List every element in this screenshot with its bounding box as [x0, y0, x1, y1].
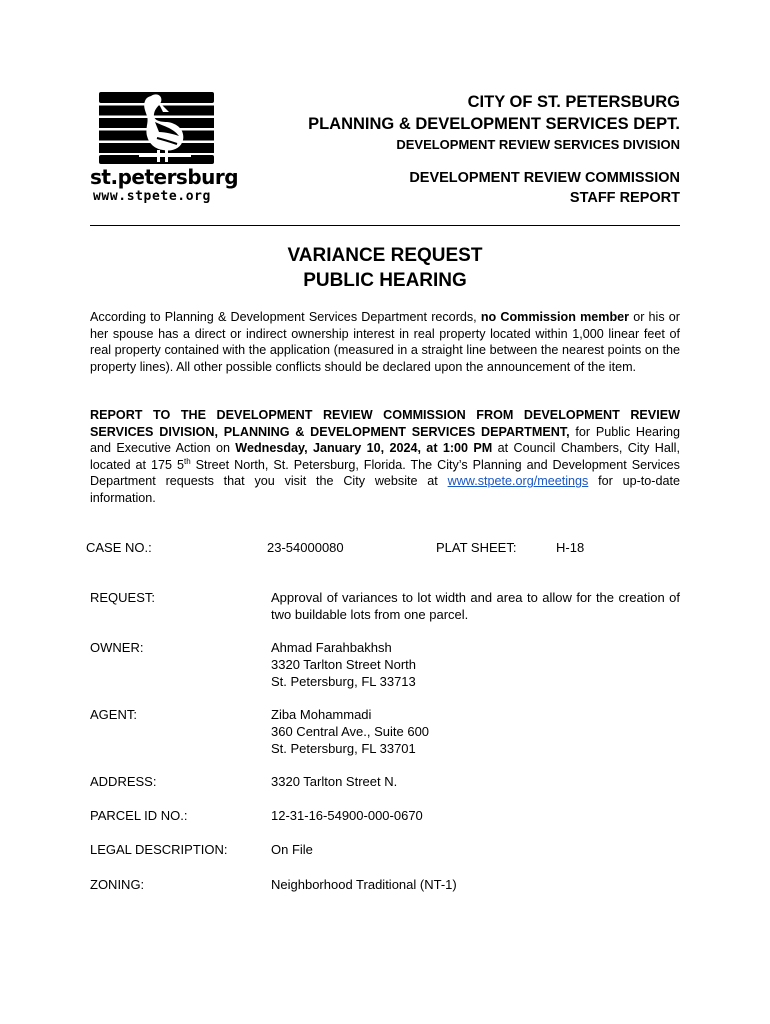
header-city: CITY OF ST. PETERSBURG — [467, 93, 680, 111]
header-divider — [90, 225, 680, 226]
pelican-logo-icon — [99, 92, 214, 164]
agent-street: 360 Central Ave., Suite 600 — [271, 724, 430, 739]
address-label: ADDRESS: — [90, 774, 157, 789]
report-text-1: for Public Hearing and Executive Action on — [90, 424, 680, 456]
report-text-3: Street North, St. Petersburg, Florida. The City’s Planning and Development Services Department requests that you visit the City website at — [90, 457, 680, 489]
header-division: DEVELOPMENT REVIEW SERVICES DIVISION — [396, 137, 680, 152]
logo-url: www.stpete.org — [93, 189, 211, 204]
zoning-label: ZONING: — [90, 877, 145, 892]
owner-street: 3320 Tarlton Street North — [271, 657, 417, 672]
agent-name: Ziba Mohammadi — [271, 707, 372, 722]
hearing-notice-paragraph — [90, 407, 680, 507]
owner-name: Ahmad Farahbakhsh — [271, 640, 392, 655]
report-text-4: for up-to-date information. — [90, 474, 680, 505]
legal-description-label: LEGAL DESCRIPTION: — [90, 842, 228, 857]
request-value: Approval of variances to lot width and area to allow for the creation of two buildable lots from one parcel. — [271, 590, 680, 622]
plat-sheet-label: PLAT SHEET: — [436, 540, 517, 555]
address-value: 3320 Tarlton Street N. — [271, 774, 398, 789]
page-title-line1: VARIANCE REQUEST — [287, 245, 483, 266]
report-text-2: at Council Chambers, City Hall, located at 175 5 — [90, 441, 680, 472]
logo-wordmark: st.petersburg — [90, 165, 239, 189]
case-number-value: 23-54000080 — [267, 540, 344, 555]
hearing-date: Wednesday, January 10, 2024, at 1:00 PM — [235, 441, 493, 456]
owner-city: St. Petersburg, FL 33713 — [271, 674, 416, 689]
zoning-value: Neighborhood Traditional (NT-1) — [271, 877, 457, 892]
parcel-id-label: PARCEL ID NO.: — [90, 808, 188, 823]
report-heading-bold: REPORT TO THE DEVELOPMENT REVIEW COMMISSION FROM DEVELOPMENT REVIEW SERVICES DIVISION, PLANNING & DEVELOPMENT SERVICES DEPARTMENT, — [90, 408, 680, 439]
header-department: PLANNING & DEVELOPMENT SERVICES DEPT. — [308, 115, 680, 133]
plat-sheet-value: H-18 — [556, 540, 585, 555]
legal-description-value: On File — [271, 842, 313, 857]
conflict-text-rest: or his or her spouse has a direct or indirect ownership interest in real property located within 1,000 linear feet of real property contained with the application (measured in a straight line between the nearest points on the property lines). All other possible conflicts should be declared upon the announcement of the item. — [90, 310, 680, 374]
conflict-text-bold: no Commission member — [480, 310, 630, 324]
agent-label: AGENT: — [90, 707, 137, 722]
meetings-link[interactable]: www.stpete.org/meetings — [447, 474, 589, 489]
request-label: REQUEST: — [90, 590, 156, 605]
page-title-line2: PUBLIC HEARING — [303, 270, 467, 291]
city-logo — [90, 92, 239, 210]
conflict-disclosure-paragraph — [90, 309, 680, 375]
agent-city: St. Petersburg, FL 33701 — [271, 741, 416, 756]
header-commission: DEVELOPMENT REVIEW COMMISSION — [409, 170, 680, 186]
ordinal-suffix: th — [183, 456, 191, 466]
conflict-text-lead: According to Planning & Development Services Department records, — [90, 310, 481, 324]
owner-label: OWNER: — [90, 640, 144, 655]
header-report-type: STAFF REPORT — [569, 190, 680, 206]
case-number-label: CASE NO.: — [86, 540, 152, 555]
parcel-id-value: 12-31-16-54900-000-0670 — [271, 808, 423, 823]
